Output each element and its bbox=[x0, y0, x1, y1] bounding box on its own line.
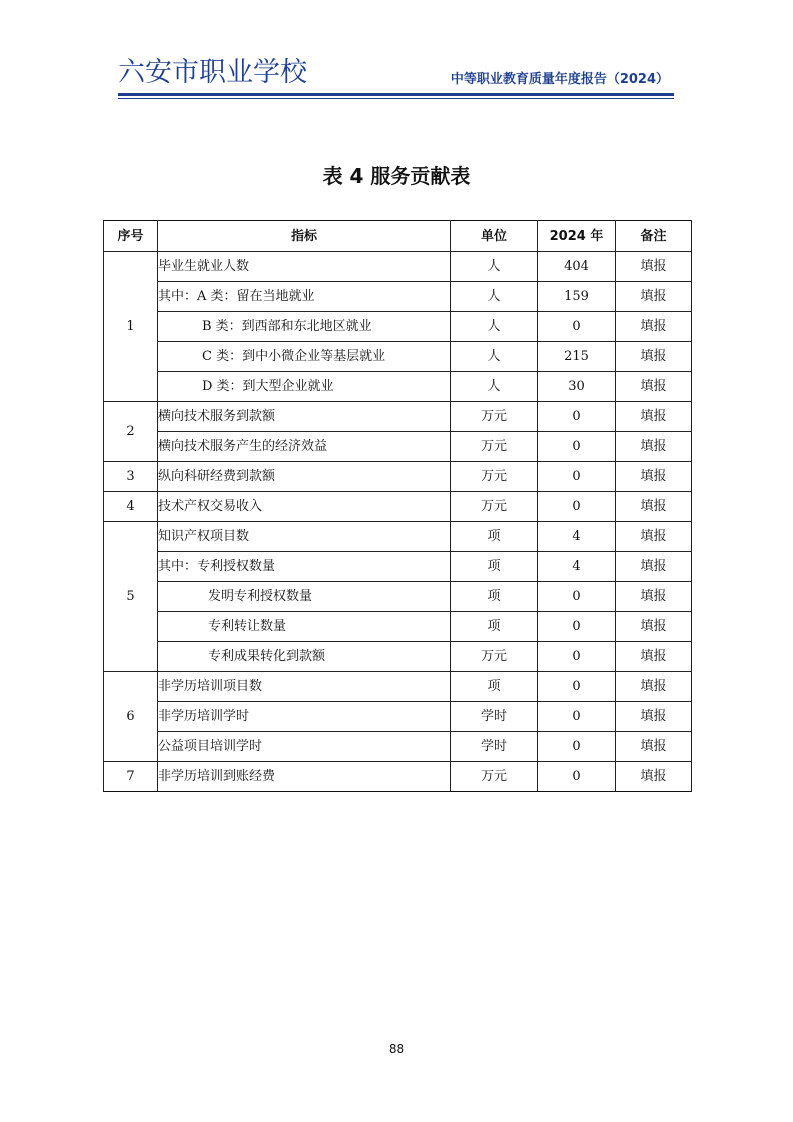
header-rule-thick bbox=[118, 93, 674, 96]
note-cell: 填报 bbox=[616, 462, 692, 492]
note-cell: 填报 bbox=[616, 282, 692, 312]
indicator-cell: 其中：A 类：留在当地就业 bbox=[158, 282, 451, 312]
table-row bbox=[104, 432, 692, 462]
unit-cell: 万元 bbox=[451, 462, 538, 492]
note-cell: 填报 bbox=[616, 372, 692, 402]
indicator-cell: 专利成果转化到款额 bbox=[158, 642, 451, 672]
note-cell: 填报 bbox=[616, 432, 692, 462]
table-row bbox=[104, 312, 692, 342]
column-header-indicator: 指标 bbox=[158, 221, 451, 252]
indicator-cell: 专利转让数量 bbox=[158, 612, 451, 642]
table-row bbox=[104, 492, 692, 522]
unit-cell: 项 bbox=[451, 522, 538, 552]
column-header-year: 2024 年 bbox=[538, 221, 616, 252]
unit-cell: 人 bbox=[451, 312, 538, 342]
value-cell: 0 bbox=[538, 402, 616, 432]
value-cell: 0 bbox=[538, 312, 616, 342]
service-contribution-table bbox=[103, 220, 692, 792]
note-cell: 填报 bbox=[616, 582, 692, 612]
table-row bbox=[104, 582, 692, 612]
seq-cell: 7 bbox=[104, 762, 158, 792]
value-cell: 159 bbox=[538, 282, 616, 312]
unit-cell: 项 bbox=[451, 552, 538, 582]
indicator-cell: 横向技术服务到款额 bbox=[158, 402, 451, 432]
value-cell: 0 bbox=[538, 492, 616, 522]
indicator-cell: 毕业生就业人数 bbox=[158, 252, 451, 282]
column-header-unit: 单位 bbox=[451, 221, 538, 252]
table-row bbox=[104, 732, 692, 762]
value-cell: 0 bbox=[538, 702, 616, 732]
note-cell: 填报 bbox=[616, 552, 692, 582]
table-row bbox=[104, 642, 692, 672]
value-cell: 0 bbox=[538, 672, 616, 702]
indicator-cell: 非学历培训学时 bbox=[158, 702, 451, 732]
note-cell: 填报 bbox=[616, 312, 692, 342]
school-name: 六安市职业学校 bbox=[118, 57, 307, 88]
seq-cell: 1 bbox=[104, 252, 158, 402]
unit-cell: 项 bbox=[451, 582, 538, 612]
report-title: 中等职业教育质量年度报告（2024） bbox=[450, 72, 669, 87]
seq-cell: 2 bbox=[104, 402, 158, 462]
table-row bbox=[104, 552, 692, 582]
seq-cell: 6 bbox=[104, 672, 158, 762]
note-cell: 填报 bbox=[616, 252, 692, 282]
table-row bbox=[104, 402, 692, 432]
unit-cell: 人 bbox=[451, 372, 538, 402]
indicator-cell: 其中：专利授权数量 bbox=[158, 552, 451, 582]
table-row bbox=[104, 702, 692, 732]
value-cell: 0 bbox=[538, 462, 616, 492]
note-cell: 填报 bbox=[616, 522, 692, 552]
unit-cell: 万元 bbox=[451, 642, 538, 672]
unit-cell: 学时 bbox=[451, 702, 538, 732]
seq-cell: 4 bbox=[104, 492, 158, 522]
unit-cell: 项 bbox=[451, 672, 538, 702]
table-row bbox=[104, 342, 692, 372]
value-cell: 4 bbox=[538, 552, 616, 582]
indicator-cell: 非学历培训到账经费 bbox=[158, 762, 451, 792]
page-number: 88 bbox=[388, 1042, 405, 1056]
unit-cell: 人 bbox=[451, 282, 538, 312]
table-row bbox=[104, 612, 692, 642]
column-header-note: 备注 bbox=[616, 221, 692, 252]
value-cell: 30 bbox=[538, 372, 616, 402]
seq-cell: 3 bbox=[104, 462, 158, 492]
indicator-cell: B 类：到西部和东北地区就业 bbox=[158, 312, 451, 342]
value-cell: 0 bbox=[538, 612, 616, 642]
note-cell: 填报 bbox=[616, 342, 692, 372]
table-body bbox=[104, 252, 692, 792]
note-cell: 填报 bbox=[616, 402, 692, 432]
indicator-cell: 横向技术服务产生的经济效益 bbox=[158, 432, 451, 462]
value-cell: 215 bbox=[538, 342, 616, 372]
indicator-cell: 知识产权项目数 bbox=[158, 522, 451, 552]
unit-cell: 万元 bbox=[451, 492, 538, 522]
note-cell: 填报 bbox=[616, 672, 692, 702]
table-header-row bbox=[104, 221, 692, 252]
unit-cell: 万元 bbox=[451, 402, 538, 432]
note-cell: 填报 bbox=[616, 762, 692, 792]
table-row bbox=[104, 672, 692, 702]
unit-cell: 万元 bbox=[451, 762, 538, 792]
note-cell: 填报 bbox=[616, 492, 692, 522]
value-cell: 0 bbox=[538, 762, 616, 792]
value-cell: 0 bbox=[538, 732, 616, 762]
header-rule-thin bbox=[118, 98, 674, 99]
table-row bbox=[104, 522, 692, 552]
table-title: 表 4 服务贡献表 bbox=[322, 164, 471, 188]
table-row bbox=[104, 282, 692, 312]
value-cell: 4 bbox=[538, 522, 616, 552]
note-cell: 填报 bbox=[616, 642, 692, 672]
indicator-cell: 公益项目培训学时 bbox=[158, 732, 451, 762]
seq-cell: 5 bbox=[104, 522, 158, 672]
unit-cell: 学时 bbox=[451, 732, 538, 762]
table-row bbox=[104, 372, 692, 402]
indicator-cell: 发明专利授权数量 bbox=[158, 582, 451, 612]
indicator-cell: 非学历培训项目数 bbox=[158, 672, 451, 702]
unit-cell: 人 bbox=[451, 342, 538, 372]
unit-cell: 万元 bbox=[451, 432, 538, 462]
note-cell: 填报 bbox=[616, 732, 692, 762]
note-cell: 填报 bbox=[616, 612, 692, 642]
value-cell: 0 bbox=[538, 582, 616, 612]
indicator-cell: 纵向科研经费到款额 bbox=[158, 462, 451, 492]
unit-cell: 项 bbox=[451, 612, 538, 642]
value-cell: 0 bbox=[538, 432, 616, 462]
table-row bbox=[104, 462, 692, 492]
value-cell: 404 bbox=[538, 252, 616, 282]
unit-cell: 人 bbox=[451, 252, 538, 282]
indicator-cell: D 类：到大型企业就业 bbox=[158, 372, 451, 402]
column-header-seq: 序号 bbox=[104, 221, 158, 252]
table-row bbox=[104, 252, 692, 282]
value-cell: 0 bbox=[538, 642, 616, 672]
indicator-cell: C 类：到中小微企业等基层就业 bbox=[158, 342, 451, 372]
table-row bbox=[104, 762, 692, 792]
note-cell: 填报 bbox=[616, 702, 692, 732]
indicator-cell: 技术产权交易收入 bbox=[158, 492, 451, 522]
